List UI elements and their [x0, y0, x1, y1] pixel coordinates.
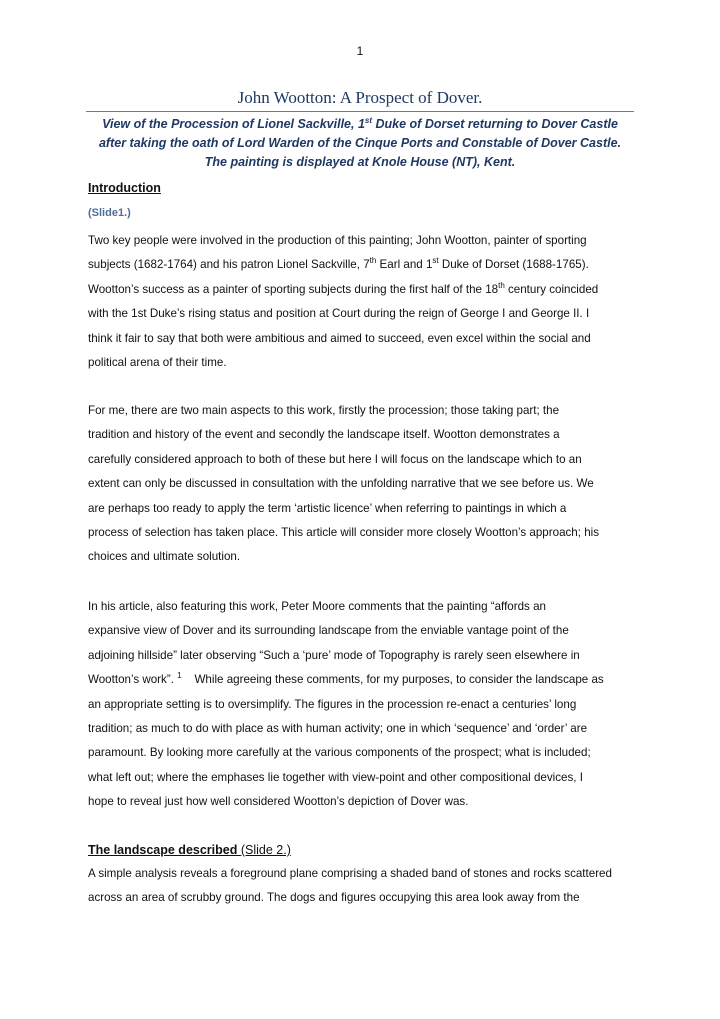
subtitle-line-2: after taking the oath of Lord Warden of the Cinque Ports and Constable of Dover Castle.	[98, 136, 622, 150]
slide-reference-1: (Slide1.)	[88, 207, 131, 219]
subtitle-line-3: The painting is displayed at Knole House (NT), Kent.	[204, 155, 516, 169]
paragraph-1	[88, 229, 648, 375]
paragraph-line: what left out; where the emphases lie together with view-point and other compositional devices, I	[88, 770, 583, 784]
paragraph-4	[88, 862, 648, 911]
paragraph-line: choices and ultimate solution.	[88, 550, 241, 564]
paragraph-line: are perhaps too ready to apply the term ‘artistic licence’ when referring to paintings in which a	[88, 501, 567, 515]
document-title: John Wootton: A Prospect of Dover.	[237, 88, 483, 107]
paragraph-line: adjoining hillside” later observing “Such a ‘pure’ mode of Topography is rarely seen elsewhere in	[88, 648, 580, 662]
paragraph-line: paramount. By looking more carefully at the various components of the prospect; what is included;	[88, 746, 591, 760]
slide-reference-2: (Slide 2.)	[240, 843, 291, 857]
document-subtitle	[86, 115, 634, 172]
paragraph-line: think it fair to say that both were ambitious and aimed to succeed, even excel within the social and	[88, 331, 591, 345]
paragraph-line: political arena of their time.	[88, 355, 227, 369]
section-heading-landscape	[88, 843, 291, 857]
paragraph-line: Two key people were involved in the production of this painting; John Wootton, painter of sporting	[88, 234, 587, 247]
paragraph-line: an appropriate setting is to oversimplify. The figures in the procession re-enact a centuries’ long	[88, 697, 577, 711]
paragraph-line: Wootton’s work”. $^1$ While agreeing these comments, for my purposes, to consider the landscape as	[88, 671, 604, 687]
landscape-heading-text: The landscape described	[88, 843, 241, 857]
paragraph-line: extent can only be discussed in consultation with the unfolding narrative that we see before us. We	[88, 477, 594, 491]
paragraph-line: with the 1st Duke’s rising status and position at Court during the reign of George I and George II. I	[88, 307, 590, 321]
paragraph-3	[88, 595, 648, 815]
paragraph-line: A simple analysis reveals a foreground plane comprising a shaded band of stones and rocks scattered	[88, 867, 612, 880]
paragraph-line: In his article, also featuring this work, Peter Moore comments that the painting “affords an	[88, 600, 546, 613]
paragraph-line: For me, there are two main aspects to this work, firstly the procession; those taking part; the	[88, 404, 560, 417]
paragraph-line: process of selection has taken place. This article will consider more closely Wootton’s approach; his	[88, 525, 600, 539]
paragraph-line: tradition; as much to do with place as with human activity; one in which ‘sequence’ and ‘order’ are	[88, 721, 588, 735]
paragraph-line: carefully considered approach to both of these but here I will focus on the landscape which to an	[88, 452, 582, 466]
title-underline-rule	[86, 111, 634, 112]
paragraph-line: hope to reveal just how well considered Wootton’s depiction of Dover was.	[88, 795, 469, 809]
paragraph-line: subjects (1682-1764) and his patron Lionel Sackville, 7th Earl and 1st Duke of Dorset (1688-1765).	[88, 256, 589, 272]
paragraph-line: tradition and history of the event and secondly the landscape itself. Wootton demonstrates a	[88, 428, 560, 442]
section-heading-introduction: Introduction	[88, 181, 161, 195]
paragraph-line: Wootton’s success as a painter of sporting subjects during the first half of the 18th century coincided	[88, 280, 599, 296]
page-number: 1	[356, 44, 364, 58]
subtitle-line-1: View of the Procession of Lionel Sackville, 1st Duke of Dorset returning to Dover Castle	[102, 115, 618, 131]
paragraph-line: across an area of scrubby ground. The dogs and figures occupying this area look away from the	[88, 891, 580, 905]
paragraph-2	[88, 399, 648, 570]
paragraph-line: expansive view of Dover and its surrounding landscape from the enviable vantage point of the	[88, 624, 569, 638]
